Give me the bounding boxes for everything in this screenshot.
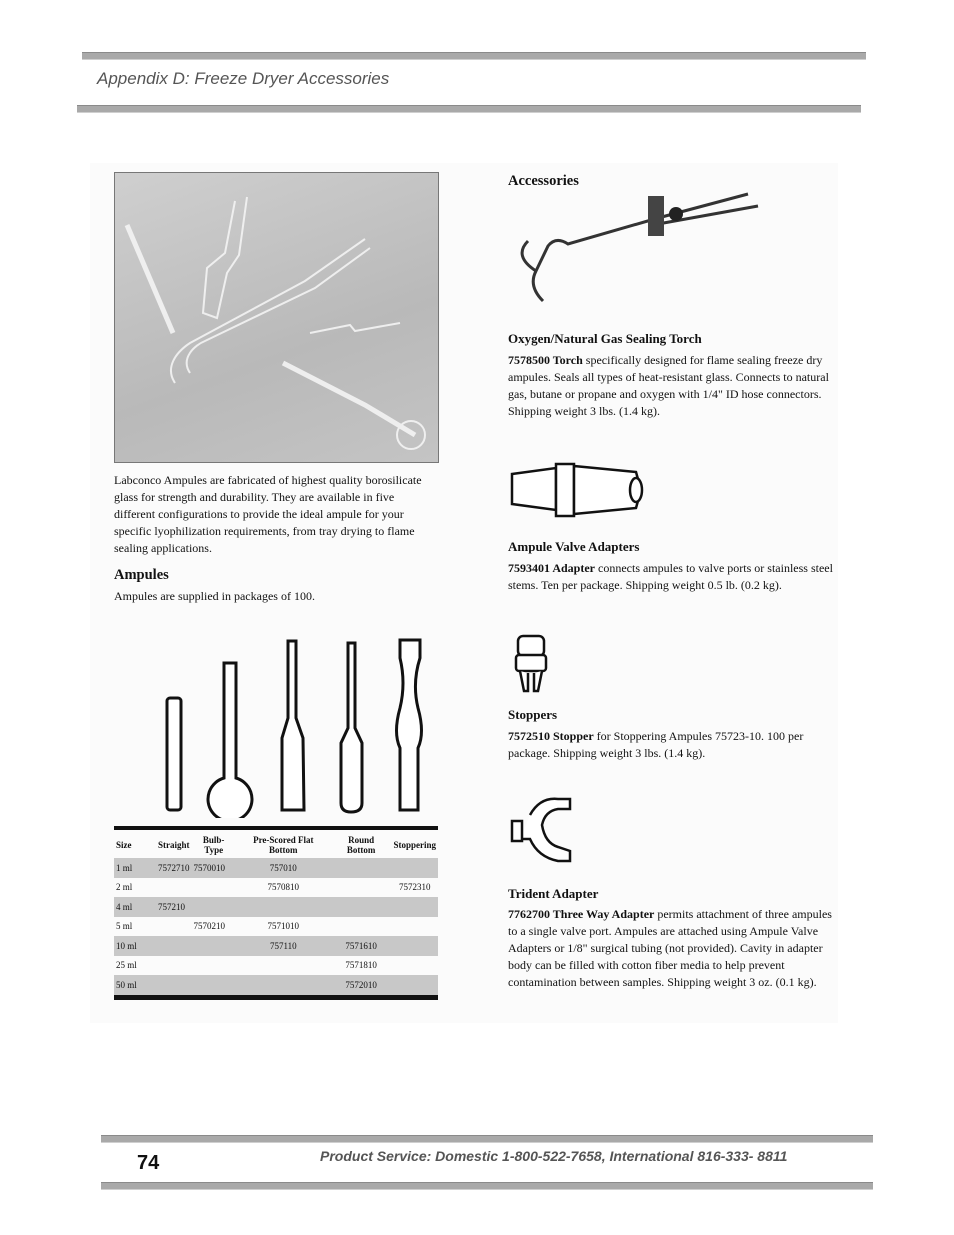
stoppers-heading: Stoppers [508,707,558,722]
table-row [114,956,438,976]
stopper-icon [514,633,548,695]
adapters-body: connects ampules to valve ports or stainless steel stems. Ten per package. Shipping weight 0.5 lb. (0.2 kg). [508,561,833,592]
stoppers-code: 7572510 Stopper [508,729,594,743]
table-cell [331,917,392,937]
table-cell: 7571610 [331,936,392,956]
table-cell [192,897,236,917]
col-pre-scored: Pre-Scored Flat Bottom [253,835,314,855]
table-cell [331,897,392,917]
table-cell: 7572010 [331,975,392,997]
col-stoppering: Stoppering [393,840,436,850]
adapters-code: 7593401 Adapter [508,561,595,575]
ampules-photo [114,172,439,463]
table-cell [192,878,236,898]
torch-icon [508,186,768,310]
table-cell [192,936,236,956]
straight-ampule-drawing [167,698,181,810]
table-row [114,917,438,937]
ampules-intro: Labconco Ampules are fabricated of highest quality borosilicate glass for strength and durability. They are available in five different configurations to provide the ideal ampule for your specific lyophilization requirements, from tray drying to flame sealing applications. [114,473,422,555]
table-cell [391,956,438,976]
round-bottom-ampule-drawing [341,643,362,812]
page-number: 74 [137,1152,160,1174]
table-cell [156,956,192,976]
table-cell: 4 ml [114,897,156,917]
table-cell: 10 ml [114,936,156,956]
table-cell [236,956,331,976]
table-cell: 757010 [236,858,331,878]
ampule-types-illustration [150,638,440,818]
stoppers-body: for Stoppering Ampules 75723-10. 100 per package. Shipping weight 3 lbs. (1.4 kg). [508,729,804,760]
trident-adapter-icon [510,795,580,877]
table-cell [156,917,192,937]
table-cell [236,897,331,917]
table-cell: 5 ml [116,921,133,932]
table-cell [192,975,236,997]
table-row [114,878,438,898]
ampules-heading: Ampules [114,567,169,583]
trident-heading: Trident Adapter [508,886,599,901]
torch-heading: Oxygen/Natural Gas Sealing Torch [508,331,702,346]
table-cell: 7570810 [267,882,300,893]
ampules-note: Ampules are supplied in packages of 100. [114,589,315,603]
table-cell [331,878,392,898]
torch-description [508,352,833,420]
footer-rule-top [101,1135,873,1143]
accessories-heading: Accessories [508,173,579,189]
table-cell: 50 ml [114,975,156,997]
header-rule-bottom [77,105,861,113]
footer-rule-bottom [101,1182,873,1190]
table-cell [391,936,438,956]
table-cell: 7571810 [345,960,377,971]
table-cell [391,917,438,937]
stoppering-ampule-drawing [397,640,422,810]
table-cell: 7570010 [192,858,236,878]
product-service-contact: Product Service: Domestic 1-800-522-7658, International 816-333- 8811 [320,1148,788,1164]
col-straight: Straight [158,840,190,850]
col-bulb-type: Bulb-Type [202,835,225,855]
table-cell [156,975,192,997]
table-cell: 7572710 [156,858,192,878]
col-size: Size [116,840,132,850]
adapters-description [508,560,833,594]
table-row [114,858,438,878]
valve-adapter-icon [508,462,648,518]
table-cell [391,975,438,997]
table-cell: 757110 [236,936,331,956]
table-cell: 7571010 [267,921,300,932]
header-rule-top [82,52,866,60]
table-cell [156,936,192,956]
table-cell [236,975,331,997]
table-cell: 757210 [156,897,192,917]
table-cell: 7572310 [398,882,431,893]
table-row [114,936,438,956]
ampules-table [114,826,438,1000]
table-row [114,897,438,917]
col-round-bottom: Round Bottom [346,835,376,855]
table-cell [331,858,392,878]
table-cell: 7570210 [193,921,225,932]
table-cell [391,897,438,917]
table-header-row [114,828,438,858]
page-header-title: Appendix D: Freeze Dryer Accessories [97,69,390,88]
table-cell: 1 ml [114,858,156,878]
stoppers-description [508,728,833,762]
trident-code: 7762700 Three Way Adapter [508,907,655,921]
table-cell: 2 ml [116,882,133,893]
table-cell: 25 ml [116,960,137,971]
pre-scored-ampule-drawing [282,641,304,810]
table-cell [192,956,236,976]
adapters-heading: Ampule Valve Adapters [508,539,640,554]
table-cell [156,878,192,898]
torch-code: 7578500 Torch [508,353,583,367]
torch-body: specifically designed for flame sealing freeze dry ampules. Seals all types of heat-resistant glass. Connects to natural gas, butane or propane and oxygen with 1/4" ID hose connectors. Shipping weight 3 lbs. (1.4 kg). [508,353,829,418]
bulb-ampule-drawing [208,663,252,818]
trident-body: permits attachment of three ampules to a single valve port. Ampules are attached using Ampule Valve Adapters or 1/8" surgical tubing (not provided). Cavity in adapter body can be filled with cotton fiber media to help prevent contamination between samples. Shipping weight 3 oz. (0.1 kg). [508,907,832,989]
table-cell [391,858,438,878]
table-row [114,975,438,997]
trident-description [508,906,833,991]
